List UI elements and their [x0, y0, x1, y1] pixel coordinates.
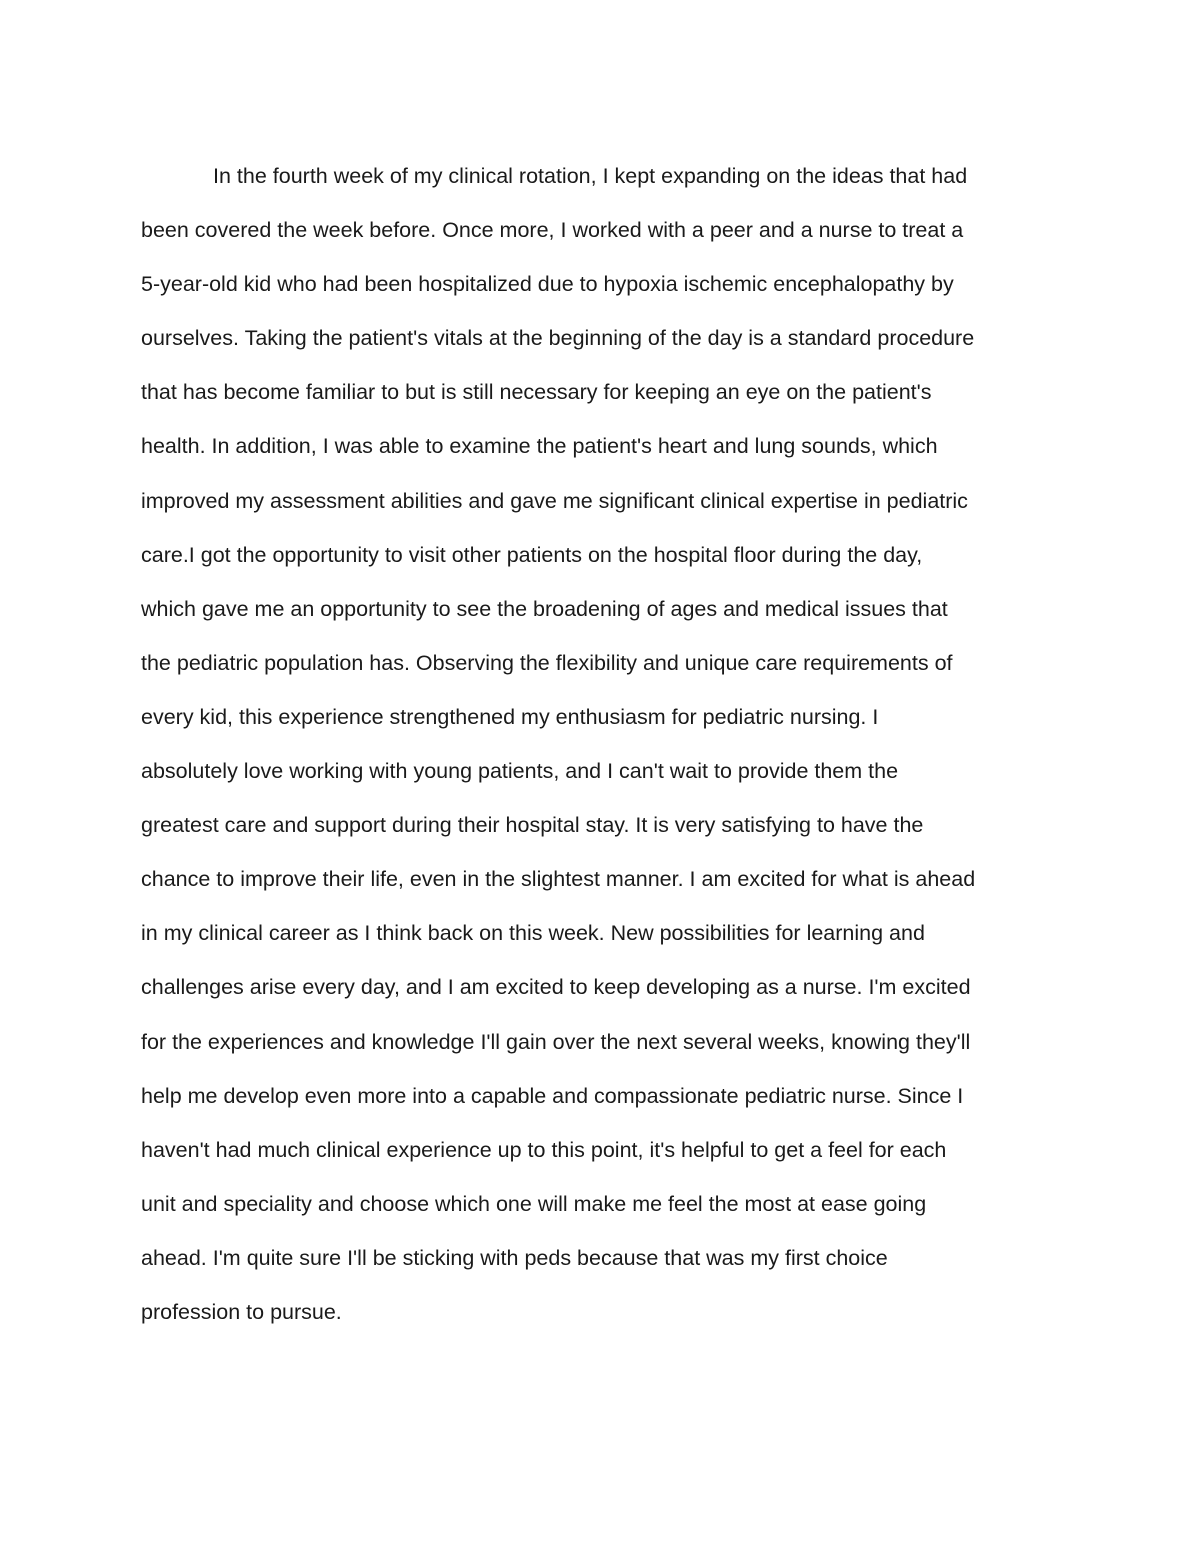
paragraph-line: every kid, this experience strengthened my enthusiasm for pediatric nursing. I [141, 704, 879, 729]
paragraph-line: greatest care and support during their hospital stay. It is very satisfying to have the [141, 813, 924, 838]
body-paragraph [141, 149, 1061, 1339]
paragraph-line: 5-year-old kid who had been hospitalized due to hypoxia ischemic encephalopathy by [141, 272, 954, 297]
paragraph-line: which gave me an opportunity to see the broadening of ages and medical issues that [141, 596, 948, 621]
paragraph-line: absolutely love working with young patients, and I can't wait to provide them the [141, 759, 899, 784]
paragraph-line: for the experiences and knowledge I'll gain over the next several weeks, knowing they'll [141, 1029, 971, 1054]
paragraph-line: the pediatric population has. Observing the flexibility and unique care requirements of [141, 650, 953, 675]
paragraph-line: challenges arise every day, and I am excited to keep developing as a nurse. I'm excited [141, 975, 971, 1000]
paragraph-line: In the fourth week of my clinical rotation, I kept expanding on the ideas that had [213, 164, 968, 188]
paragraph-line: health. In addition, I was able to examine the patient's heart and lung sounds, which [141, 434, 938, 459]
paragraph-line: profession to pursue. [141, 1299, 342, 1324]
paragraph-line: haven't had much clinical experience up to this point, it's helpful to get a feel for each [141, 1137, 947, 1162]
paragraph-line: unit and speciality and choose which one will make me feel the most at ease going [141, 1191, 927, 1216]
paragraph-line: that has become familiar to but is still necessary for keeping an eye on the patient's [141, 380, 932, 405]
paragraph-line: ourselves. Taking the patient's vitals at the beginning of the day is a standard procedure [141, 326, 975, 351]
paragraph-line: care.I got the opportunity to visit other patients on the hospital floor during the day, [141, 542, 923, 567]
paragraph-line: improved my assessment abilities and gave me significant clinical expertise in pediatric [141, 488, 968, 513]
paragraph-line: ahead. I'm quite sure I'll be sticking with peds because that was my first choice [141, 1245, 888, 1270]
paragraph-line: in my clinical career as I think back on this week. New possibilities for learning and [141, 921, 925, 946]
paragraph-line: chance to improve their life, even in the slightest manner. I am excited for what is ahead [141, 867, 976, 892]
paragraph-line: help me develop even more into a capable and compassionate pediatric nurse. Since I [141, 1083, 964, 1108]
paragraph-line: been covered the week before. Once more, I worked with a peer and a nurse to treat a [141, 218, 964, 243]
